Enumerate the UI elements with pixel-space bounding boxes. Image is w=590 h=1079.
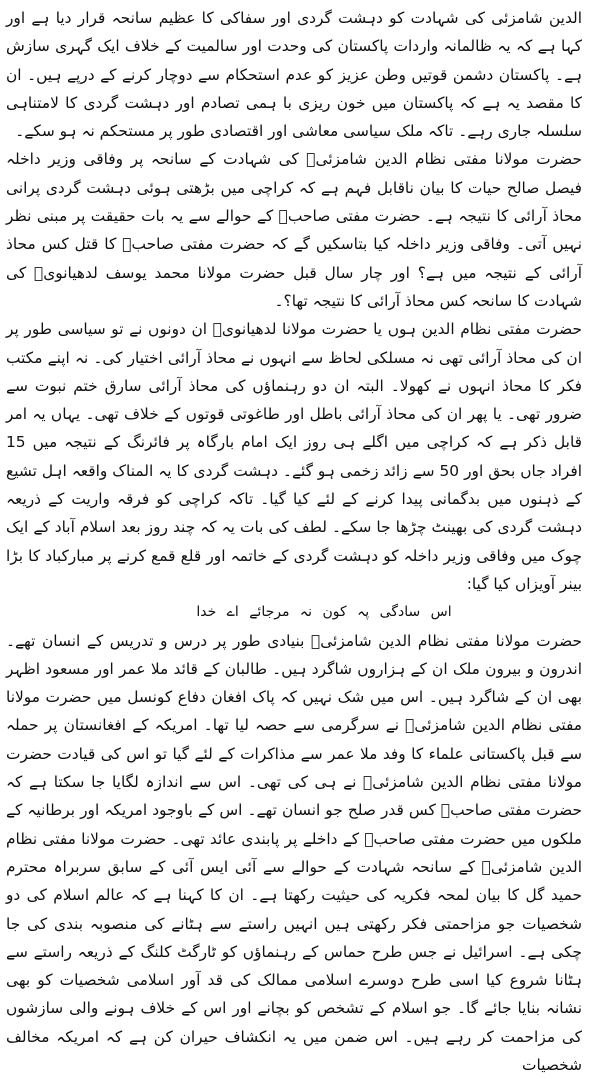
poetry-couplet: اس سادگی پہ کون نہ مرجائے اے خدا — [196, 604, 452, 621]
article-paragraph-2: حضرت مولانا مفتی نظام الدین شامزئیؒ کی شہادت کے سانحہ پر وفاقی وزیر داخلہ فیصل صالح حیات کا بیان ناقابل فہم ہے کہ کراچی میں بڑھتی ہوئی دہشت گردی پرانی محاذ آرائی کا نتیجہ ہے۔ حضرت مفتی صاحبؒ کے حوالے سے یہ بات حقیقت پر مبنی نظر نہیں آتی۔ وفاقی وزیر داخلہ کیا بتاسکیں گے کہ حضرت مفتی صاحبؒ کا قتل کس محاذ آرائی کے نتیجہ میں ہے؟ اور چار سال قبل حضرت مولانا محمد یوسف لدھیانویؒ کی شہادت کا سانحہ کس محاذ آرائی کا نتیجہ تھا؟۔ — [6, 150, 582, 310]
article-paragraph-1: الدین شامزئی کی شہادت کو دہشت گردی اور سفاکی کا عظیم سانحہ قرار دیا ہے اور کہا ہے کہ یہ ظالمانہ واردات پاکستان کی وحدت اور سالمیت کے خلاف ایک گہری سازش ہے۔ پاکستان دشمن قوتیں وطن عزیز کو عدم استحکام سے دوچار کرنے کے درپے ہیں۔ ان کا مقصد یہ ہے کہ پاکستان میں خون ریزی با ہمی تصادم اور دہشت گردی کا لامتناہی سلسلہ جاری رہے۔ تاکہ ملک سیاسی معاشی اور اقتصادی طور پر مستحکم نہ ہو سکے۔ — [6, 9, 582, 141]
article-paragraph-3: حضرت مفتی نظام الدین ہوں یا حضرت مولانا لدھیانویؒ ان دونوں نے تو سیاسی طور پر ان کی محاذ آرائی تھی نہ مسلکی لحاظ سے انہوں نے محاذ آرائی اختیار کی۔ نہ اپنے مکتب فکر کا محاذ انہوں نے کھولا۔ البتہ ان دو رہنماؤں کی محاذ آرائی سارق ختم نبوت سے ضرور تھی۔ یا پھر ان کی محاذ آرائی باطل اور طاغوتی قوتوں کے خلاف تھی۔ یہاں یہ امر قابل ذکر ہے کہ کراچی میں اگلے ہی روز ایک امام بارگاہ پر فائرنگ کے نتیجہ میں 15 افراد جاں بحق اور 50 سے زائد زخمی ہو گئے۔ دہشت گردی کا یہ المناک واقعہ اہل تشیع کے ذہنوں میں بدگمانی پیدا کرنے کے لئے کیا گیا۔ تاکہ کراچی کو فرقہ واریت کے ذریعہ دہشت گردی کی بھینٹ چڑھا جا سکے۔ لطف کی بات یہ کہ چند روز بعد اسلام آباد کے ایک چوک میں وفاقی وزیر داخلہ کو دہشت گردی کے خاتمہ اور قلع قمع کرنے پر مبارکباد کا بڑا بینر آویزاں کیا گیا: — [6, 320, 582, 593]
article-paragraph-4: حضرت مولانا مفتی نظام الدین شامزئیؒ بنیادی طور پر درس و تدریس کے انسان تھے۔ اندرون و بیرون ملک ان کے ہزاروں شاگرد ہیں۔ طالبان کے قائد ملا عمر اور مسعود اظہر بھی ان کے شاگرد ہیں۔ اس میں شک نہیں کہ پاک افغان دفاع کونسل میں حضرت مولانا مفتی نظام الدین شامزئیؒ نے سرگرمی سے حصہ لیا تھا۔ امریکہ کے افغانستان پر حملہ سے قبل پاکستانی علماء کا وفد ملا عمر سے مذاکرات کے لئے گیا تو اس کی قیادت حضرت مولانا مفتی نظام الدین شامزئیؒ نے ہی کی تھی۔ اس سے اندازہ لگایا جا سکتا ہے کہ حضرت مفتی صاحبؒ کس قدر صلح جو انسان تھے۔ اس کے باوجود امریکہ اور برطانیہ کے ملکوں میں حضرت مفتی صاحبؒ کے داخلے پر پابندی عائد تھی۔ حضرت مولانا مفتی نظام الدین شامزئیؒ کے سانحہ شہادت کے حوالے سے آئی ایس آئی کے سابق سربراہ محترم حمید گل کا بیان لمحہ فکریہ کی حیثیت رکھتا ہے۔ ان کا کہنا ہے کہ عالم اسلام کی دو شخصیات جو مزاحمتی فکر رکھتی ہیں انہیں راستے سے ہٹانے کی منصوبہ بندی کی جا چکی ہے۔ اسرائیل نے جس طرح حماس کے رہنماؤں کو ٹارگٹ کلنگ کے ذریعہ راستے سے ہٹانا شروع کیا اسی طرح دوسرے اسلامی ممالک کی قد آور اسلامی شخصیات کو بھی نشانہ بنایا جائے گا۔ جو اسلام کے تشخص کو بچانے اور اس کے خلاف ہونے والی سازشوں کی مزاحمت کر رہے ہیں۔ اس ضمن میں یہ انکشاف حیران کن ہے کہ امریکہ مخالف شخصیات — [6, 631, 582, 1074]
